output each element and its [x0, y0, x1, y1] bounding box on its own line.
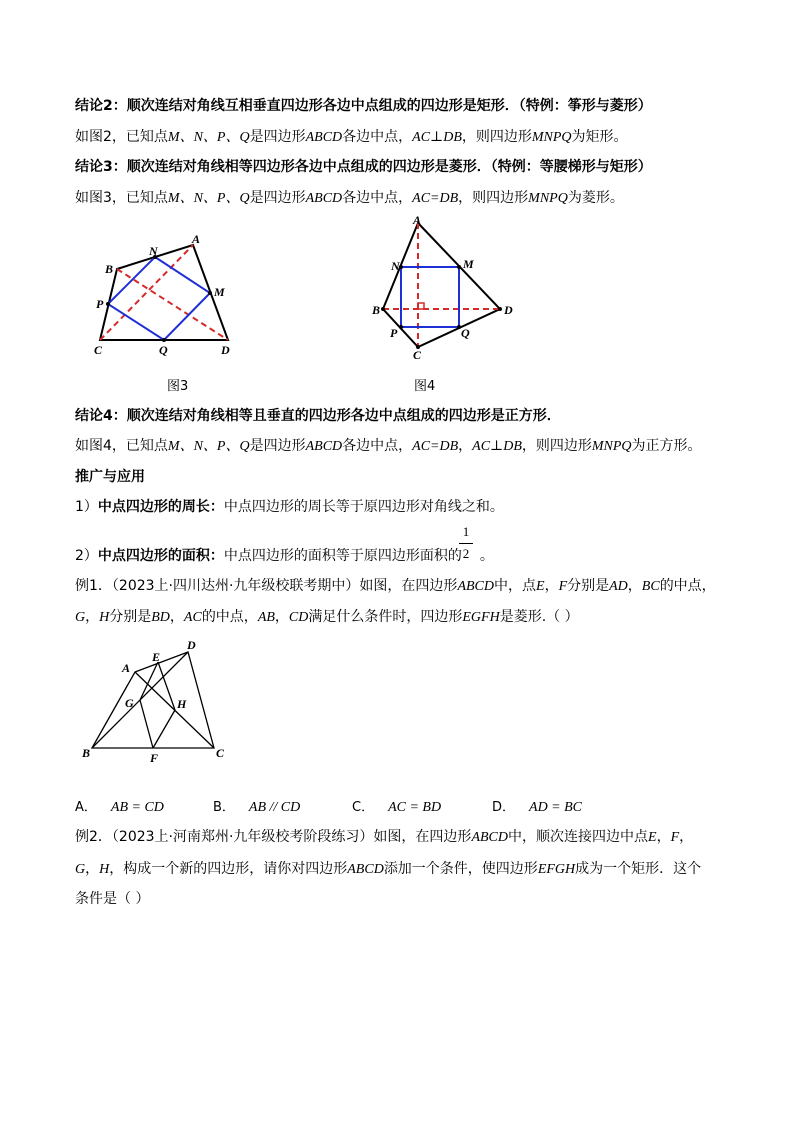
ex-text: ， [274, 609, 289, 625]
ex-math: BD [151, 610, 170, 625]
ex-text: 是菱形.（ ） [499, 609, 579, 625]
desc-text: ，则四边形 [521, 438, 592, 454]
example1-line1 [75, 576, 716, 597]
desc-result-quad: MNPQ [528, 191, 568, 206]
conclusion3-text: 顺次连结对角线相等四边形各边中点组成的四边形是菱形．（特例：等腰梯形与矩形） [126, 159, 652, 175]
ex-math: H [99, 862, 110, 877]
option-expr: AC = BD [388, 800, 442, 815]
ex-math: BC [641, 579, 660, 594]
ex-math: ABCD [457, 579, 494, 594]
ex-text: ，构成一个新的四边形，请你对四边形 [109, 861, 348, 877]
ex-math: AC [183, 610, 202, 625]
conclusion2-heading [75, 96, 652, 116]
desc-text: 是四边形 [249, 190, 306, 206]
desc-text: ，则四边形 [458, 190, 529, 206]
option-d[interactable] [492, 796, 582, 816]
ex-text: 添加一个条件，使四边形 [383, 861, 538, 877]
ex-text: 满足什么条件时，四边形 [308, 609, 463, 625]
ex-text: 中，顺次连接四边中点 [508, 829, 648, 845]
desc-text: 如图2，已知点 [75, 129, 168, 145]
section-title: 推广与应用 [75, 469, 145, 485]
ex-math: H [99, 610, 110, 625]
example2-line1 [75, 827, 693, 848]
fig4-label-b: B [372, 303, 381, 317]
option-letter: C． [352, 800, 375, 815]
ex-text: 分别是 [109, 609, 152, 625]
desc-text: 如图3，已知点 [75, 190, 168, 206]
option-expr: AD = BC [529, 800, 583, 815]
desc-text: ，则四边形 [461, 129, 532, 145]
conclusion4-text: 顺次连结对角线相等且垂直的四边形各边中点组成的四边形是正方形． [126, 408, 561, 424]
ex-text: 的中点， [201, 609, 258, 625]
desc-text: 各边中点， [342, 129, 413, 145]
fig4-label-p: P [390, 326, 398, 340]
ex-math: AD [609, 579, 628, 594]
desc-result-quad: MNPQ [591, 439, 632, 454]
ex-math: CD [288, 610, 309, 625]
fig4-label-d: D [504, 303, 513, 317]
app-text-end: 。 [479, 548, 494, 564]
fig3-label-a: A [192, 232, 201, 246]
option-expr: AB // CD [248, 800, 301, 815]
ex-text: ， [85, 861, 100, 877]
option-letter: B． [213, 800, 235, 815]
fig3-label-d: D [221, 343, 230, 357]
desc-points: M、N、P、Q [167, 130, 250, 145]
ex-text: ， [85, 609, 100, 625]
fig3-label-b: B [105, 262, 114, 276]
desc-text: 各边中点， [342, 190, 413, 206]
ex-math: G [75, 610, 86, 625]
app-text: 中点四边形的面积等于原四边形面积的 [223, 548, 462, 564]
ex1-fig-label-c: C [216, 746, 225, 760]
conclusion3-heading [75, 157, 652, 177]
ex-text: 分别是 [567, 578, 610, 594]
fig4-label-m: M [463, 257, 474, 271]
desc-condition: AC=DB [412, 439, 459, 454]
ex-text: ， [627, 578, 642, 594]
conclusion3-desc [75, 188, 624, 209]
desc-result-quad: MNPQ [531, 130, 572, 145]
desc-condition: AC=DB [412, 191, 459, 206]
app-label: 中点四边形的面积： [97, 548, 224, 564]
figure-3 [85, 225, 245, 360]
option-expr: AB = CD [110, 800, 164, 815]
ex-text: ， [679, 829, 694, 845]
fraction-bar [459, 543, 473, 544]
ex-text: 成为一个矩形．这个 [575, 861, 702, 877]
ex-text: ， [656, 829, 671, 845]
ex-math: F [558, 579, 568, 594]
ex1-fig-label-h: H [177, 697, 187, 711]
ex1-fig-label-g: G [125, 696, 134, 710]
fig3-label-n: N [149, 244, 158, 258]
ex-math: E [648, 830, 657, 845]
desc-text: 是四边形 [249, 438, 306, 454]
desc-text: 为正方形。 [631, 438, 702, 454]
ex-text: 的中点， [659, 578, 716, 594]
ex-math: E [536, 579, 545, 594]
conclusion4-label: 结论4： [75, 408, 127, 424]
ex-math: AB [257, 610, 275, 625]
example2-line2 [75, 859, 701, 880]
ex1-fig-label-f: F [150, 751, 159, 765]
application-2 [75, 546, 494, 566]
option-letter: A． [75, 800, 97, 815]
desc-text: 是四边形 [249, 129, 306, 145]
fig3-label-q: Q [159, 343, 168, 357]
example1-figure [80, 636, 240, 766]
fig3-label-c: C [94, 343, 103, 357]
app-label: 中点四边形的周长： [97, 499, 224, 515]
desc-text: ， [458, 438, 473, 454]
conclusion2-desc [75, 127, 628, 148]
ex1-fig-label-b: B [82, 746, 91, 760]
option-c[interactable] [352, 796, 441, 816]
option-letter: D． [492, 800, 516, 815]
ex1-fig-label-d: D [187, 638, 196, 652]
desc-quad: ABCD [305, 130, 343, 145]
figure-3-caption: 图3 [167, 379, 189, 394]
fig4-label-c: C [413, 348, 422, 361]
option-b[interactable] [213, 796, 300, 816]
ex-text: 中，点 [494, 578, 536, 594]
fig3-label-p: P [96, 297, 104, 311]
ex-text: ， [544, 578, 559, 594]
figure-4-caption: 图4 [414, 379, 436, 394]
desc-text: 为菱形。 [567, 190, 624, 206]
figure-4 [370, 213, 520, 361]
conclusion2-text: 顺次连结对角线互相垂直四边形各边中点组成的四边形是矩形．（特例：筝形与菱形） [126, 98, 652, 114]
desc-quad: ABCD [305, 191, 343, 206]
fig3-label-m: M [214, 285, 225, 299]
fig4-label-a: A [413, 213, 422, 227]
conclusion3-label: 结论3： [75, 159, 127, 175]
app-number: 2） [75, 548, 98, 564]
ex1-fig-label-e: E [152, 650, 161, 664]
option-a[interactable] [75, 796, 164, 816]
ex-math: EGFH [462, 610, 500, 625]
conclusion4-desc [75, 436, 702, 457]
fraction-numerator: 1 [462, 524, 470, 539]
ex-text: ， [169, 609, 184, 625]
desc-condition: AC⊥DB [472, 439, 522, 454]
ex-math: EFGH [537, 862, 576, 877]
fraction-denominator: 2 [462, 546, 470, 561]
app-text: 中点四边形的周长等于原四边形对角线之和。 [223, 499, 504, 515]
desc-text: 各边中点， [342, 438, 413, 454]
desc-points: M、N、P、Q [167, 439, 250, 454]
example2-line3: 条件是（ ） [75, 891, 150, 907]
desc-condition: AC⊥DB [412, 130, 462, 145]
conclusion4-heading [75, 406, 561, 426]
example1-line2 [75, 607, 579, 628]
ex-math: F [670, 830, 680, 845]
desc-text: 如图4，已知点 [75, 438, 168, 454]
app-number: 1） [75, 499, 98, 515]
desc-quad: ABCD [305, 439, 343, 454]
ex-math: ABCD [347, 862, 384, 877]
ex1-fig-label-a: A [122, 661, 131, 675]
desc-text: 为矩形。 [571, 129, 628, 145]
ex-math: ABCD [471, 830, 508, 845]
conclusion2-label: 结论2： [75, 98, 127, 114]
ex-text: 例1．（2023上·四川达州·九年级校联考期中）如图，在四边形 [75, 578, 458, 594]
ex-math: G [75, 862, 86, 877]
desc-points: M、N、P、Q [167, 191, 250, 206]
application-1 [75, 497, 504, 517]
fig4-label-q: Q [461, 326, 470, 340]
ex-text: 例2．（2023上·河南郑州·九年级校考阶段练习）如图，在四边形 [75, 829, 472, 845]
fig4-label-n: N [391, 259, 400, 273]
